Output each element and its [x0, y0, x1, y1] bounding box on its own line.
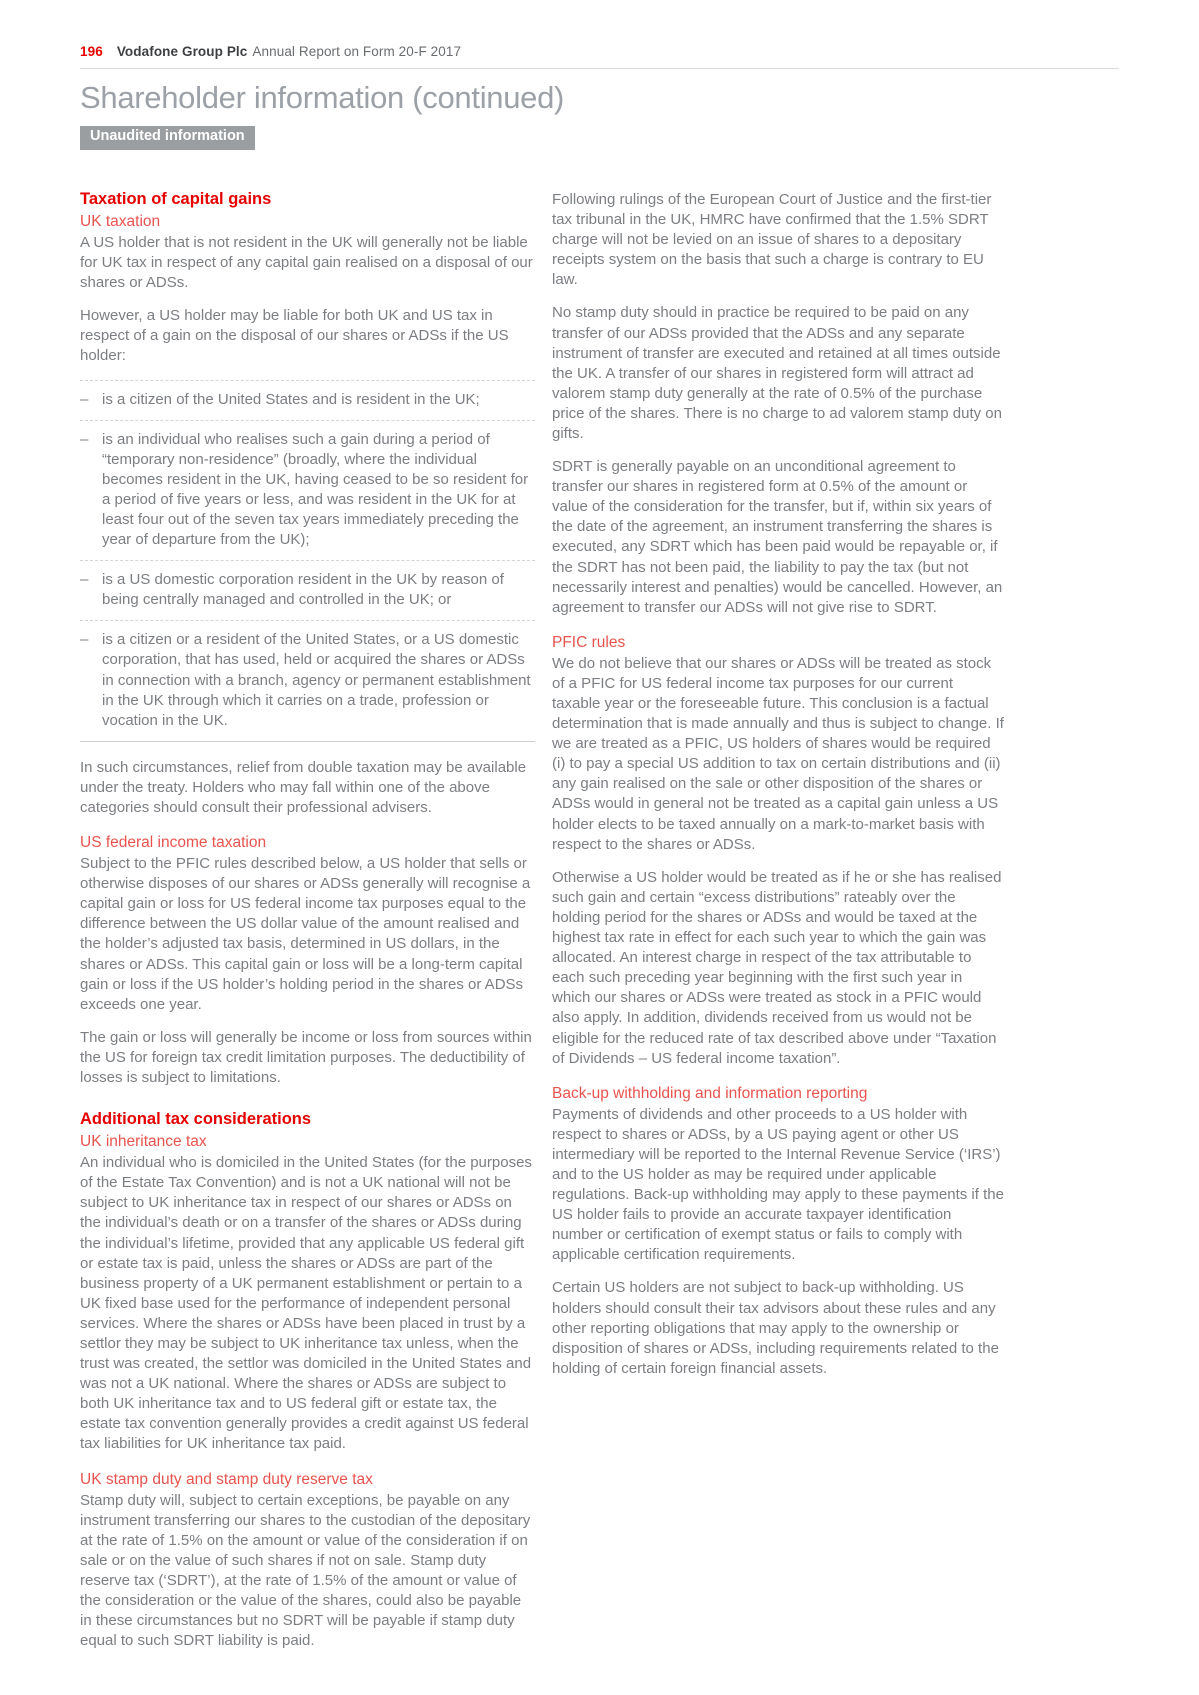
paragraph: SDRT is generally payable on an unconditional agreement to transfer our shares in registered form at 0.5% of the amount or value of the consideration for the transfer, but if, within six years of the date of the agreement, an instrument transferring the shares is executed, any SDRT which has been paid would be repayable or, if the SDRT has not been paid, the liability to pay the tax (but not necessarily interest and penalties) would be cancelled. However, an agreement to transfer our ADSs will not give rise to SDRT. — [552, 458, 1003, 616]
paragraph: Following rulings of the European Court of Justice and the first-tier tax tribunal in the UK, HMRC have confirmed that the 1.5% SDRT charge will not be levied on an issue of shares to a depositary receipts system on the basis that such a charge is contrary to EU law. — [552, 190, 992, 289]
paragraph: A US holder that is not resident in the UK will generally not be liable for UK tax in respect of any capital gain realised on a disposal of our shares or ADSs. — [80, 233, 533, 292]
sub-heading-pfic-rules: PFIC rules — [552, 633, 626, 651]
list-item-text: is an individual who realises such a gain during a period of “temporary non-residence” (broadly, where the individual becomes resident in the UK, having ceased to be so resident for a period of five years or less, and was resident in the UK for at least four out of the seven tax years immediately preceding the year of departure from the UK); — [102, 430, 529, 549]
list-item-text: is a citizen or a resident of the United States, or a US domestic corporation, that has used, held or acquired the shares or ADSs in connection with a branch, agency or permanent establishment in the UK through which it carries on a trade, profession or vocation in the UK. — [102, 631, 531, 729]
page-header — [80, 44, 1119, 150]
header-meta-row — [80, 44, 1119, 59]
sub-heading-uk-inheritance-tax: UK inheritance tax — [80, 1133, 207, 1151]
sub-heading-us-federal-income-taxation: US federal income taxation — [80, 834, 267, 852]
paragraph: The gain or loss will generally be income or loss from sources within the US for foreign tax credit limitation purposes. The deductibility of losses is subject to limitations. — [80, 1028, 532, 1087]
right-column — [552, 190, 1004, 1664]
list-item — [80, 620, 535, 740]
left-column — [80, 190, 535, 1664]
dash-marker: – — [80, 631, 89, 649]
list-item — [80, 420, 535, 561]
list-item — [80, 380, 535, 420]
paragraph: No stamp duty should in practice be required to be paid on any transfer of our ADSs provided that the ADSs and any separate instrument of transfer are executed and retained at all times outside the UK. A transfer of our shares in registered form will attract ad valorem stamp duty generally at the rate of 0.5% of the purchase price of the shares. There is no charge to ad valorem stamp duty on gifts. — [552, 304, 1002, 442]
paragraph: Stamp duty will, subject to certain exceptions, be payable on any instrument transferring our shares to the custodian of the depositary at the rate of 1.5% on the amount or value of the consideration if on sale or on the value of such shares if not on sale. Stamp duty reserve tax (‘SDRT’), at the rate of 1.5% of the amount or value of the consideration or the value of the shares, could also be payable in these circumstances but no SDRT will be payable if stamp duty equal to such SDRT liability is paid. — [80, 1491, 531, 1650]
section-heading-taxation-of-capital-gains: Taxation of capital gains — [80, 189, 272, 208]
paragraph: Certain US holders are not subject to back-up withholding. US holders should consult their tax advisors about these rules and any other reporting obligations that may apply to the ownership or disposition of shares or ADSs, including requirements related to the holding of certain foreign financial assets. — [552, 1279, 999, 1377]
paragraph: In such circumstances, relief from double taxation may be available under the treaty. Holders who may fall within one of the above categories should consult their professional advisers. — [80, 758, 527, 816]
paragraph: However, a US holder may be liable for both UK and US tax in respect of a gain on the disposal of our shares or ADSs if the US holder: — [80, 307, 509, 365]
holder-conditions-list — [80, 380, 535, 742]
content-columns — [80, 190, 1119, 1664]
unaudited-badge: Unaudited information — [80, 126, 255, 150]
paragraph: We do not believe that our shares or ADSs will be treated as stock of a PFIC for US federal income tax purposes for our current taxable year or the foreseeable future. This conclusion is a factual determination that is made annually and thus is subject to change. If we are treated as a PFIC, US holders of shares would be required (i) to pay a special US addition to tax on certain distributions and (ii) any gain realised on the sale or other disposition of the shares or ADSs would in general not be treated as a capital gain unless a US holder elects to be taxed annually on a mark-to-market basis with respect to the shares or ADSs. — [552, 654, 1004, 853]
brand-name: Vodafone Group Plc — [116, 44, 248, 59]
dash-marker: – — [80, 571, 89, 589]
page-number: 196 — [80, 44, 103, 59]
dash-marker: – — [80, 430, 89, 448]
paragraph: An individual who is domiciled in the United States (for the purposes of the Estate Tax Convention) and is not a UK national will not be subject to UK inheritance tax in respect of our shares or ADSs on the individual’s death or on a transfer of the shares or ADSs during the individual’s lifetime, provided that any applicable US federal gift or estate tax is paid, unless the shares or ADSs are part of the business property of a UK permanent establishment or pertain to a UK fixed base used for the performance of independent personal services. Where the shares or ADSs have been placed in trust by a settlor they may be subject to UK inheritance tax unless, when the trust was created, the settlor was domiciled in the United States and was not a UK national. Where the shares or ADSs are subject to both UK inheritance tax and to US federal gift or estate tax, the estate tax convention generally provides a credit against US federal tax liabilities for UK inheritance tax paid. — [80, 1154, 532, 1453]
list-item-text: is a citizen of the United States and is resident in the UK; — [102, 390, 480, 408]
dash-marker: – — [80, 390, 89, 408]
sub-heading-uk-taxation: UK taxation — [80, 212, 161, 230]
report-name: Annual Report on Form 20-F 2017 — [252, 44, 462, 59]
page-title: Shareholder information (continued) — [80, 80, 565, 115]
paragraph: Subject to the PFIC rules described below, a US holder that sells or otherwise disposes of our shares or ADSs generally will recognise a capital gain or loss for US federal income tax purposes equal to the difference between the US dollar value of the amount realised and the holder’s adjusted tax basis, determined in US dollars, in the shares or ADSs. This capital gain or loss will be a long-term capital gain or loss if the US holder’s holding period in the shares or ADSs exceeds one year. — [80, 855, 531, 1013]
paragraph: Payments of dividends and other proceeds to a US holder with respect to shares or ADSs, by a US paying agent or other US intermediary will be reported to the Internal Revenue Service (‘IRS’) and to the US holder as may be required under applicable regulations. Back-up withholding may apply to these payments if the US holder fails to provide an accurate taxpayer identification number or certification of exempt status or fails to comply with applicable certification requirements. — [552, 1105, 1004, 1264]
sub-heading-uk-stamp-duty: UK stamp duty and stamp duty reserve tax — [80, 1470, 373, 1488]
header-divider — [80, 68, 1119, 69]
paragraph: Otherwise a US holder would be treated as if he or she has realised such gain and certain “excess distributions” rateably over the holding period for the shares or ADSs and would be taxed at the highest tax rate in effect for each such year to which the gain was allocated. An interest charge in respect of the tax attributable to each such preceding year beginning with the first such year in which our shares or ADSs were treated as stock in a PFIC would also apply. In addition, dividends received from us would not be eligible for the reduced rate of tax described above under “Taxation of Dividends – US federal income taxation”. — [552, 868, 1002, 1067]
list-item — [80, 560, 535, 620]
sub-heading-backup-withholding: Back-up withholding and information reporting — [552, 1084, 868, 1102]
list-item-text: is a US domestic corporation resident in the UK by reason of being centrally managed and controlled in the UK; or — [102, 571, 504, 609]
section-heading-additional-tax-considerations: Additional tax considerations — [80, 1110, 312, 1129]
